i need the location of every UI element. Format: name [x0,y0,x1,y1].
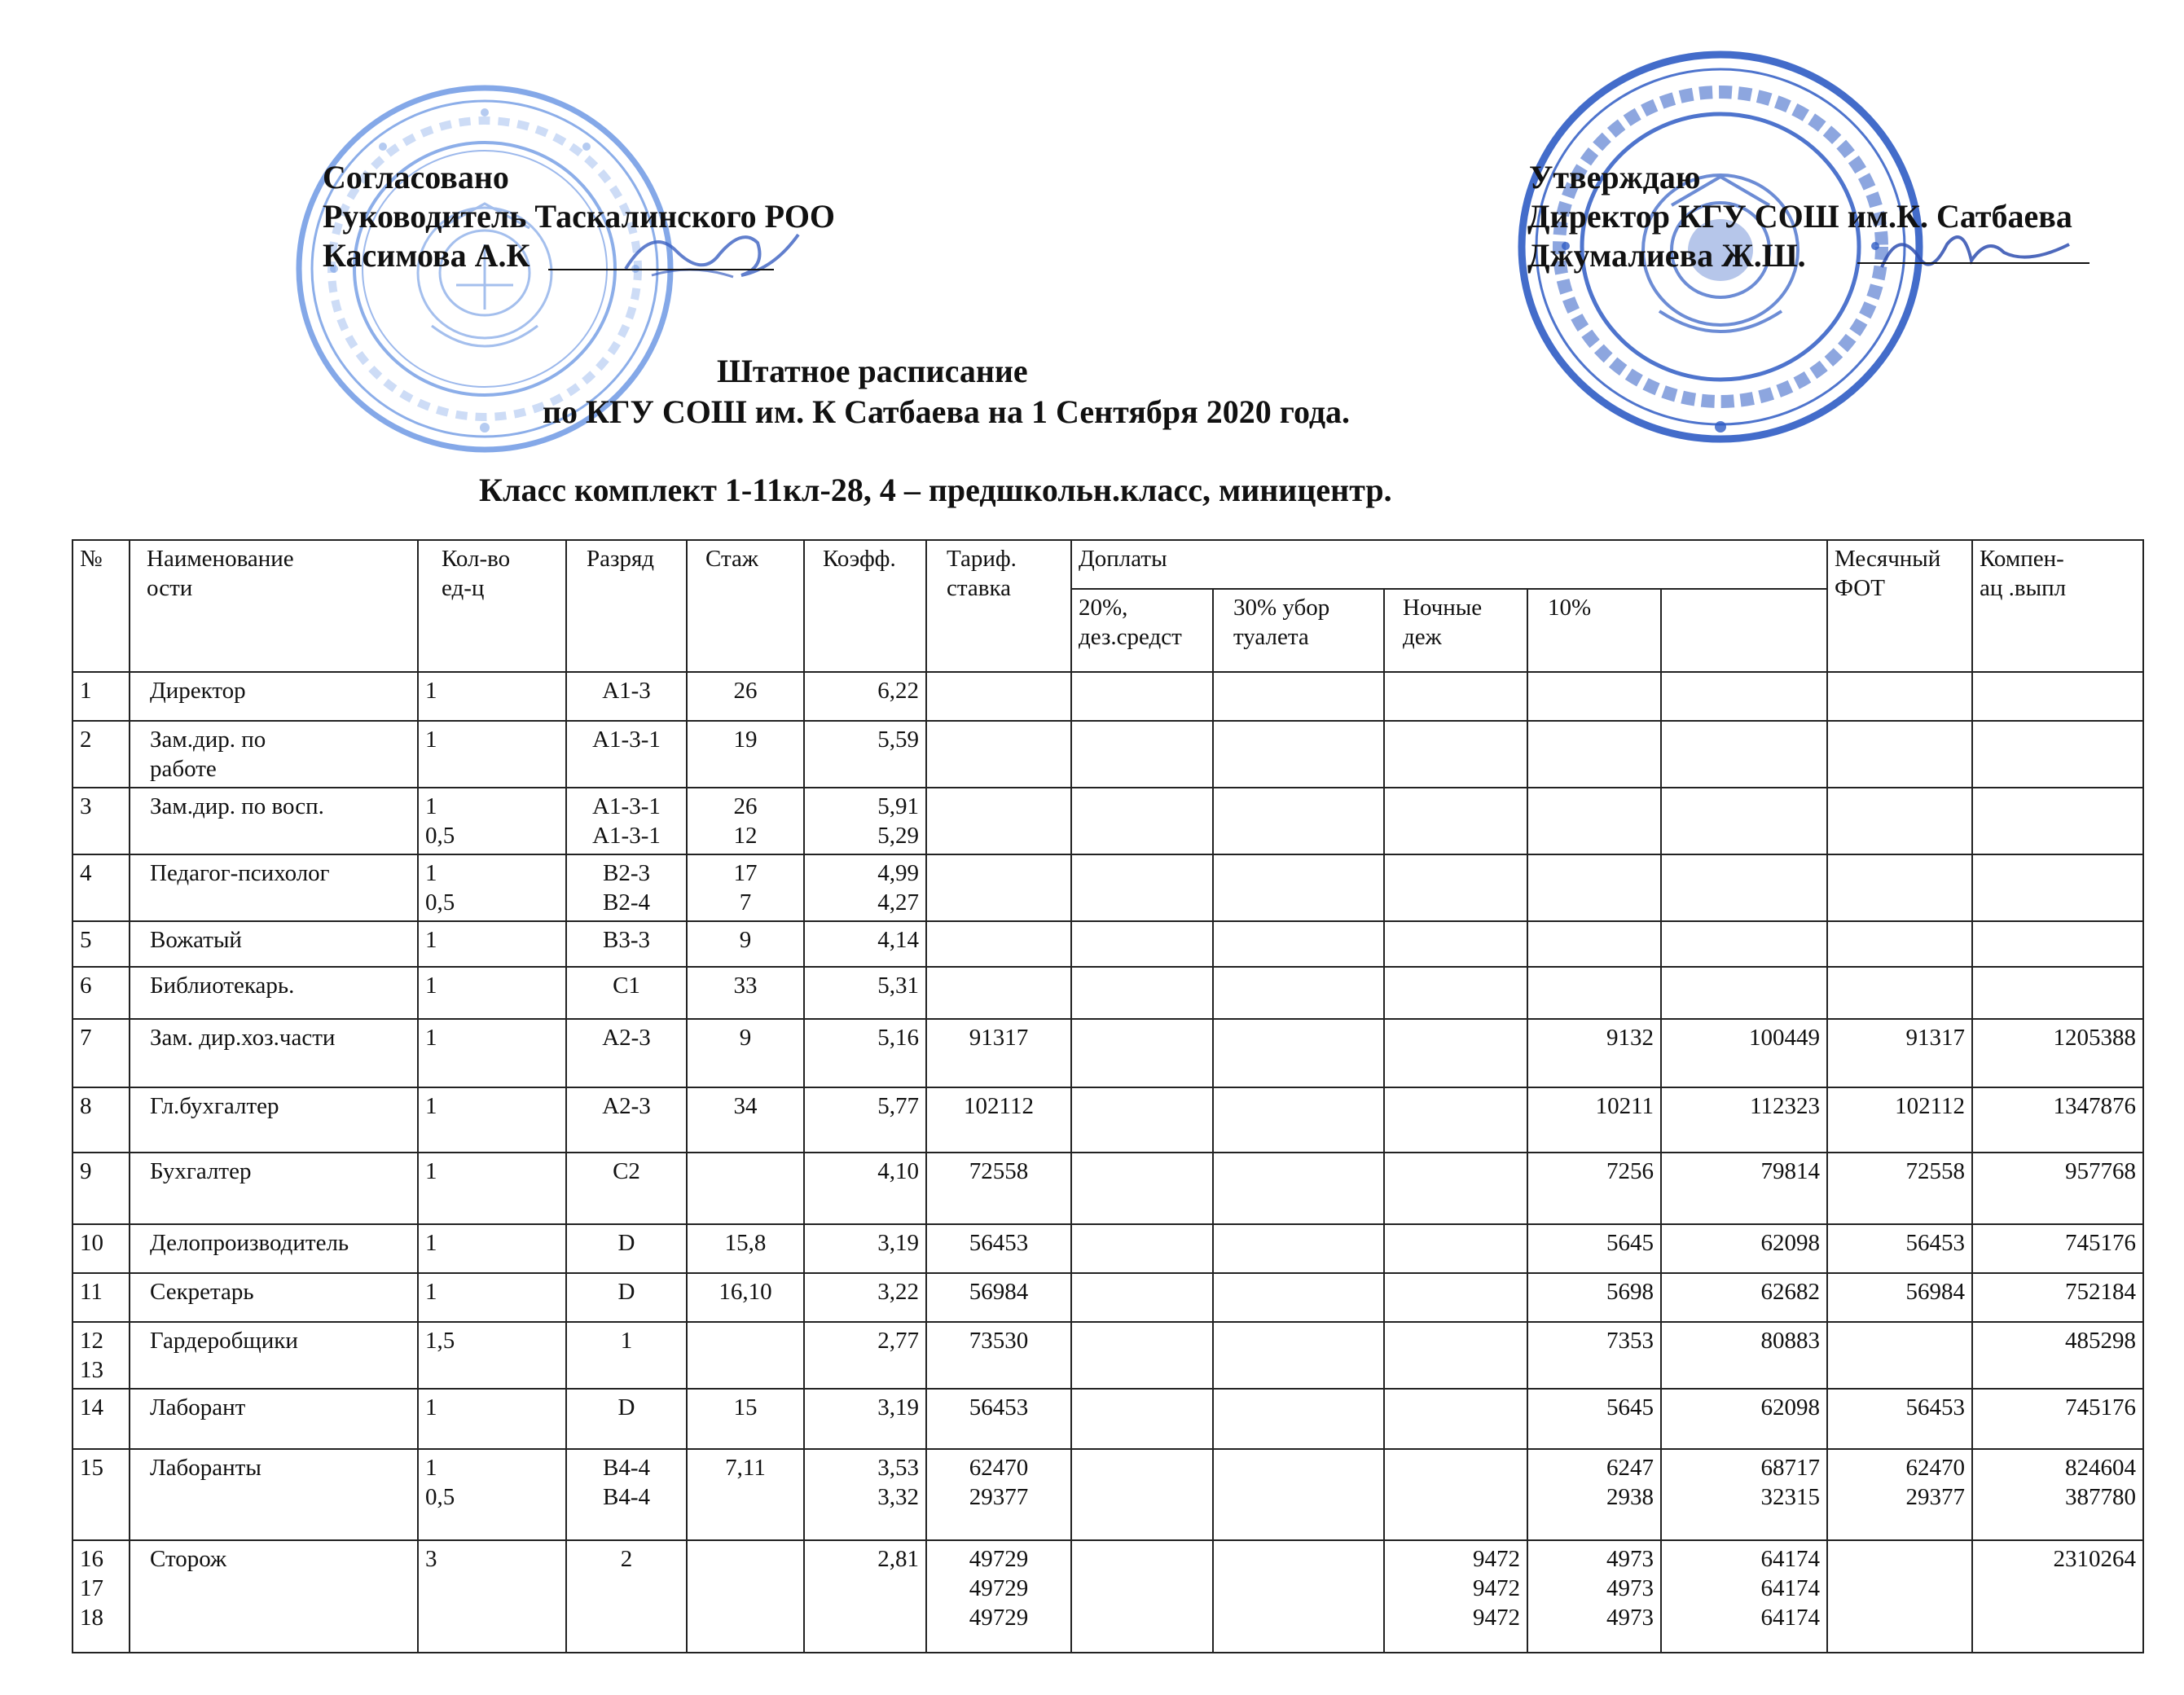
cell-name: Сторож [130,1540,418,1653]
cell-qty: 1 [418,721,566,788]
cell-grade: С2 [566,1153,687,1224]
cell-e20 [1071,921,1213,967]
cell-comp: 62470 29377 [1827,1449,1972,1540]
cell-grade: В4-4 В4-4 [566,1449,687,1540]
header-quantity: Кол-во ед-ц [418,540,566,672]
cell-night [1384,1322,1527,1389]
cell-coef: 4,14 [804,921,926,967]
cell-night [1384,1087,1527,1153]
cell-night [1384,1389,1527,1449]
cell-num: 3 [73,788,130,854]
cell-comp: 56453 [1827,1389,1972,1449]
cell-night [1384,788,1527,854]
cell-grade: А2-3 [566,1087,687,1153]
cell-e20 [1071,788,1213,854]
cell-tariff [926,854,1071,921]
cell-exp: 17 7 [687,854,804,921]
cell-name: Лаборант [130,1389,418,1449]
cell-grade: А2-3 [566,1019,687,1087]
cell-comp [1827,1322,1972,1389]
cell-e30 [1213,1449,1384,1540]
cell-tariff: 56453 [926,1389,1071,1449]
cell-total [1972,854,2143,921]
header-extra-10: 10% [1527,589,1661,672]
cell-comp [1827,672,1972,721]
cell-comp: 56453 [1827,1224,1972,1273]
cell-comp: 91317 [1827,1019,1972,1087]
cell-exp [687,1322,804,1389]
cell-coef: 4,10 [804,1153,926,1224]
cell-coef: 3,19 [804,1224,926,1273]
document-subtitle: по КГУ СОШ им. К Сатбаева на 1 Сентября 2020 года. [543,393,1351,430]
cell-total: 752184 [1972,1273,2143,1322]
cell-e20 [1071,1153,1213,1224]
header-number: № [73,540,130,672]
cell-coef: 2,81 [804,1540,926,1653]
cell-coef: 5,16 [804,1019,926,1087]
table-row [73,1449,2143,1540]
class-complect-line: Класс комплект 1-11кл-28, 4 – предшкольн.класс, миницентр. [479,472,1392,508]
cell-total [1972,788,2143,854]
cell-monthly [1661,967,1827,1019]
cell-e20 [1071,1322,1213,1389]
cell-qty: 3 [418,1540,566,1653]
cell-e10 [1527,672,1661,721]
approval-right-label: Утверждаю [1529,159,1701,195]
cell-e30 [1213,1224,1384,1273]
cell-coef: 3,22 [804,1273,926,1322]
cell-e10 [1527,788,1661,854]
cell-total [1972,672,2143,721]
cell-e20 [1071,1224,1213,1273]
cell-monthly [1661,921,1827,967]
cell-total: 824604 387780 [1972,1449,2143,1540]
approval-right-person: Джумалиева Ж.Ш. [1527,237,1806,274]
cell-night [1384,1449,1527,1540]
cell-name: Педагог-психолог [130,854,418,921]
table-row [73,1389,2143,1449]
cell-grade: А1-3-1 А1-3-1 [566,788,687,854]
cell-total: 1205388 [1972,1019,2143,1087]
cell-grade: 1 [566,1322,687,1389]
cell-e20 [1071,1273,1213,1322]
cell-e10: 7353 [1527,1322,1661,1389]
cell-e30 [1213,1087,1384,1153]
cell-coef: 5,59 [804,721,926,788]
cell-qty: 1 [418,1153,566,1224]
cell-e10 [1527,854,1661,921]
cell-monthly: 62682 [1661,1273,1827,1322]
cell-tariff: 62470 29377 [926,1449,1071,1540]
cell-grade: D [566,1273,687,1322]
cell-num: 15 [73,1449,130,1540]
cell-exp: 19 [687,721,804,788]
cell-grade: А1-3-1 [566,721,687,788]
cell-tariff [926,967,1071,1019]
cell-grade: D [566,1224,687,1273]
cell-qty: 1 [418,1224,566,1273]
cell-night [1384,1224,1527,1273]
cell-tariff [926,721,1071,788]
cell-num: 16 17 18 [73,1540,130,1653]
cell-e10 [1527,967,1661,1019]
cell-exp: 34 [687,1087,804,1153]
cell-qty: 1 [418,1389,566,1449]
header-coefficient: Коэфф. [804,540,926,672]
cell-exp: 16,10 [687,1273,804,1322]
cell-qty: 1 0,5 [418,1449,566,1540]
cell-name: Секретарь [130,1273,418,1322]
cell-e30 [1213,1540,1384,1653]
cell-qty: 1 [418,967,566,1019]
cell-name: Зам.дир. по восп. [130,788,418,854]
cell-tariff: 49729 49729 49729 [926,1540,1071,1653]
cell-comp [1827,854,1972,921]
cell-name: Гл.бухгалтер [130,1087,418,1153]
cell-monthly [1661,788,1827,854]
cell-e10: 5698 [1527,1273,1661,1322]
cell-exp: 9 [687,1019,804,1087]
header-extras: Доплаты [1071,540,1827,589]
cell-exp: 15 [687,1389,804,1449]
table-row [73,854,2143,921]
approval-left-label: Согласовано [323,159,509,195]
cell-tariff [926,672,1071,721]
cell-coef: 4,99 4,27 [804,854,926,921]
approval-right-position: Директор КГУ СОШ им.К. Сатбаева [1527,198,2072,235]
cell-coef: 5,77 [804,1087,926,1153]
header-compensation: Компен- ац .выпл [1972,540,2143,672]
cell-coef: 5,91 5,29 [804,788,926,854]
cell-comp [1827,921,1972,967]
header-name: Наименование ости [130,540,418,672]
cell-monthly [1661,854,1827,921]
cell-monthly: 100449 [1661,1019,1827,1087]
cell-e20 [1071,721,1213,788]
cell-night [1384,854,1527,921]
cell-night [1384,1273,1527,1322]
cell-e10: 5645 [1527,1224,1661,1273]
approval-block-right [1527,158,2072,275]
cell-tariff: 91317 [926,1019,1071,1087]
cell-comp: 56984 [1827,1273,1972,1322]
cell-tariff: 72558 [926,1153,1071,1224]
cell-qty: 1,5 [418,1322,566,1389]
cell-monthly: 112323 [1661,1087,1827,1153]
cell-exp: 15,8 [687,1224,804,1273]
cell-exp [687,1540,804,1653]
cell-coef: 5,31 [804,967,926,1019]
cell-name: Зам.дир. по работе [130,721,418,788]
table-row [73,1273,2143,1322]
cell-qty: 1 [418,1273,566,1322]
cell-num: 6 [73,967,130,1019]
cell-name: Лаборанты [130,1449,418,1540]
table-row [73,1153,2143,1224]
cell-exp: 7,11 [687,1449,804,1540]
cell-e20 [1071,1019,1213,1087]
cell-num: 12 13 [73,1322,130,1389]
cell-monthly: 64174 64174 64174 [1661,1540,1827,1653]
header-grade: Разряд [566,540,687,672]
cell-coef: 3,19 [804,1389,926,1449]
cell-night [1384,921,1527,967]
table-row [73,1019,2143,1087]
cell-e30 [1213,1389,1384,1449]
cell-num: 4 [73,854,130,921]
cell-qty: 1 [418,1087,566,1153]
cell-exp: 26 12 [687,788,804,854]
cell-e30 [1213,721,1384,788]
cell-e30 [1213,921,1384,967]
cell-qty: 1 0,5 [418,854,566,921]
cell-exp: 33 [687,967,804,1019]
cell-e30 [1213,1019,1384,1087]
cell-grade: В3-3 [566,921,687,967]
cell-tariff: 102112 [926,1087,1071,1153]
cell-name: Гардеробщики [130,1322,418,1389]
cell-e30 [1213,854,1384,921]
cell-e20 [1071,1087,1213,1153]
cell-total: 957768 [1972,1153,2143,1224]
cell-num: 9 [73,1153,130,1224]
cell-monthly [1661,672,1827,721]
cell-tariff [926,788,1071,854]
cell-e10 [1527,721,1661,788]
cell-coef: 3,53 3,32 [804,1449,926,1540]
cell-e20 [1071,854,1213,921]
cell-e10: 9132 [1527,1019,1661,1087]
cell-monthly: 79814 [1661,1153,1827,1224]
cell-exp [687,1153,804,1224]
cell-qty: 1 [418,672,566,721]
table-row [73,1540,2143,1653]
cell-night: 9472 9472 9472 [1384,1540,1527,1653]
approval-block-left [323,158,835,275]
cell-comp [1827,721,1972,788]
cell-e10: 5645 [1527,1389,1661,1449]
table-row [73,1224,2143,1273]
cell-e30 [1213,788,1384,854]
cell-e10: 4973 4973 4973 [1527,1540,1661,1653]
cell-e30 [1213,672,1384,721]
table-row [73,788,2143,854]
cell-tariff: 73530 [926,1322,1071,1389]
cell-monthly [1661,721,1827,788]
staff-schedule-table [72,539,2144,1653]
cell-num: 11 [73,1273,130,1322]
cell-e30 [1213,1153,1384,1224]
approval-left-position: Руководитель Таскалинского РОО [323,198,836,235]
cell-e20 [1071,1389,1213,1449]
header-experience: Стаж [687,540,804,672]
header-extra-night: Ночные деж [1384,589,1527,672]
cell-e20 [1071,1449,1213,1540]
cell-grade: А1-3 [566,672,687,721]
cell-name: Делопроизводитель [130,1224,418,1273]
cell-night [1384,1019,1527,1087]
cell-night [1384,1153,1527,1224]
cell-coef: 6,22 [804,672,926,721]
cell-total: 745176 [1972,1224,2143,1273]
cell-monthly: 62098 [1661,1389,1827,1449]
cell-tariff [926,921,1071,967]
cell-e30 [1213,1273,1384,1322]
cell-night [1384,967,1527,1019]
cell-e10: 10211 [1527,1087,1661,1153]
cell-monthly: 68717 32315 [1661,1449,1827,1540]
cell-grade: 2 [566,1540,687,1653]
cell-tariff: 56453 [926,1224,1071,1273]
cell-name: Библиотекарь. [130,967,418,1019]
cell-night [1384,672,1527,721]
cell-e10 [1527,921,1661,967]
cell-total [1972,921,2143,967]
cell-e20 [1071,967,1213,1019]
cell-tariff: 56984 [926,1273,1071,1322]
table-row [73,921,2143,967]
cell-total: 485298 [1972,1322,2143,1389]
cell-comp [1827,1540,1972,1653]
cell-grade: В2-3 В2-4 [566,854,687,921]
cell-e30 [1213,967,1384,1019]
table-row [73,721,2143,788]
cell-qty: 1 [418,1019,566,1087]
cell-num: 5 [73,921,130,967]
cell-exp: 9 [687,921,804,967]
cell-name: Директор [130,672,418,721]
staff-rows [73,672,2143,1653]
header-tariff: Тариф. ставка [926,540,1071,672]
cell-grade: D [566,1389,687,1449]
document-title: Штатное расписание [717,353,1028,389]
cell-num: 2 [73,721,130,788]
cell-qty: 1 [418,921,566,967]
cell-exp: 26 [687,672,804,721]
cell-coef: 2,77 [804,1322,926,1389]
cell-total: 2310264 [1972,1540,2143,1653]
cell-comp [1827,788,1972,854]
approval-left-person: Касимова А.К [323,237,530,274]
cell-num: 14 [73,1389,130,1449]
cell-monthly: 80883 [1661,1322,1827,1389]
cell-e10: 6247 2938 [1527,1449,1661,1540]
cell-qty: 1 0,5 [418,788,566,854]
cell-name: Вожатый [130,921,418,967]
cell-total: 745176 [1972,1389,2143,1449]
table-row [73,967,2143,1019]
cell-total: 1347876 [1972,1087,2143,1153]
table-row [73,1322,2143,1389]
table-row [73,1087,2143,1153]
cell-total [1972,721,2143,788]
cell-grade: С1 [566,967,687,1019]
header-extra-20: 20%, дез.средст [1071,589,1213,672]
cell-num: 10 [73,1224,130,1273]
cell-comp: 72558 [1827,1153,1972,1224]
cell-night [1384,721,1527,788]
cell-monthly: 62098 [1661,1224,1827,1273]
cell-e20 [1071,672,1213,721]
header-monthly-fund: Месячный ФОТ [1827,540,1972,672]
cell-comp [1827,967,1972,1019]
cell-name: Зам. дир.хоз.части [130,1019,418,1087]
cell-name: Бухгалтер [130,1153,418,1224]
cell-num: 7 [73,1019,130,1087]
cell-total [1972,967,2143,1019]
cell-num: 8 [73,1087,130,1153]
cell-e30 [1213,1322,1384,1389]
cell-e20 [1071,1540,1213,1653]
cell-num: 1 [73,672,130,721]
cell-comp: 102112 [1827,1087,1972,1153]
header-extra-30: 30% убор туалета [1213,589,1384,672]
cell-e10: 7256 [1527,1153,1661,1224]
table-row [73,672,2143,721]
